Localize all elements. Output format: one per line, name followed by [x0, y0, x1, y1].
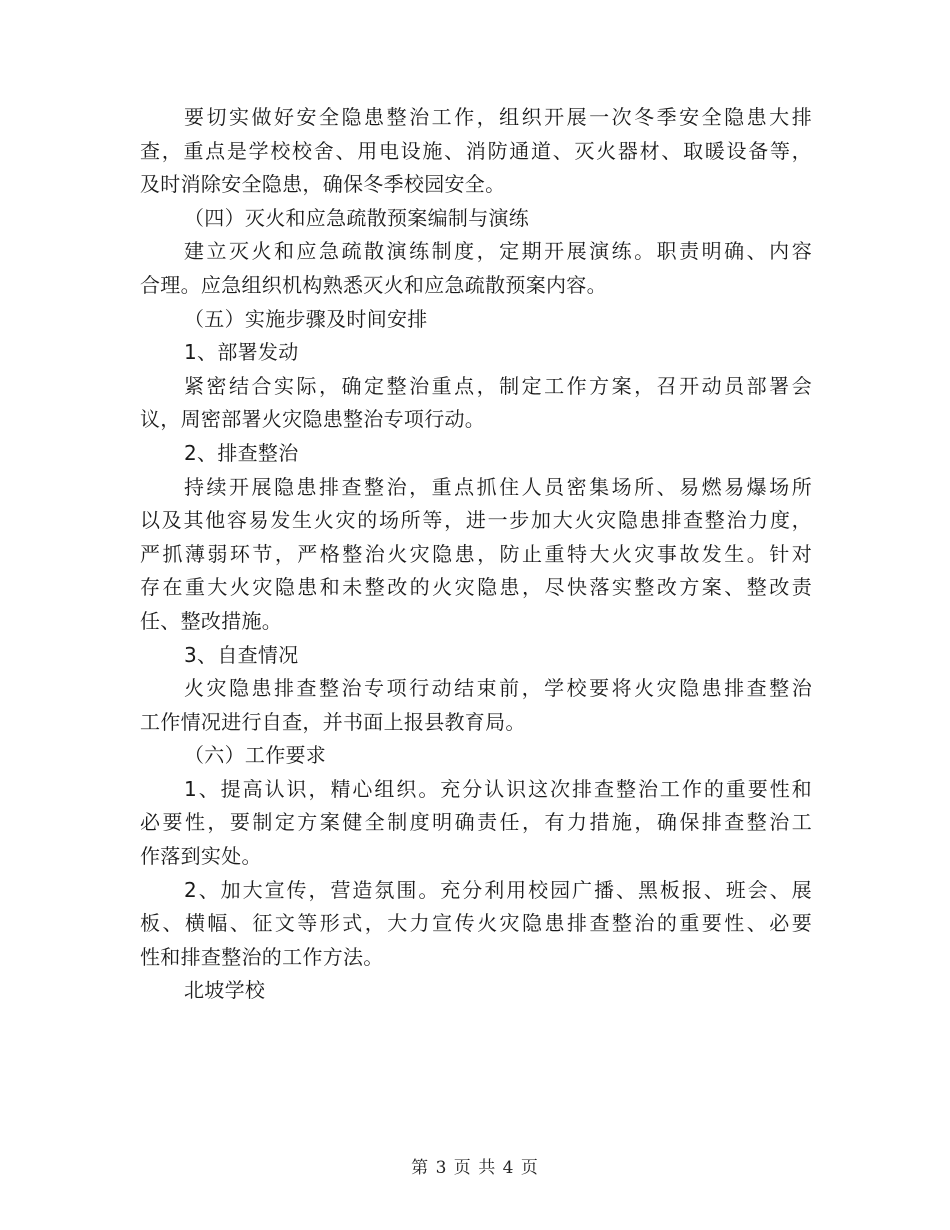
paragraph-line: 严抓薄弱环节，严格整治火灾隐患，防止重特大火灾事故发生。针对: [140, 541, 812, 566]
paragraph-line: 2、加大宣传，营造氛围。充分利用校园广播、黑板报、班会、展: [184, 877, 812, 902]
paragraph-line: 议，周密部署火灾隐患整治专项行动。: [140, 407, 486, 432]
section-heading: （六）工作要求: [184, 743, 327, 768]
subsection-heading: 3、自查情况: [184, 642, 299, 667]
paragraph-line: 作落到实处。: [140, 844, 262, 869]
page-footer: 第 3 页 共 4 页: [411, 1158, 539, 1178]
section-heading: （四）灭火和应急疏散预案编制与演练: [184, 205, 530, 230]
paragraph-line: 持续开展隐患排查整治，重点抓住人员密集场所、易燃易爆场所: [184, 474, 812, 499]
paragraph-line: 要切实做好安全隐患整治工作，组织开展一次冬季安全隐患大排: [184, 105, 812, 129]
signature-line: 北坡学校: [184, 978, 266, 1003]
paragraph-line: 紧密结合实际，确定整治重点，制定工作方案，召开动员部署会: [184, 373, 812, 398]
paragraph-line: 火灾隐患排查整治专项行动结束前，学校要将火灾隐患排查整治: [184, 676, 812, 701]
paragraph-line: 以及其他容易发生火灾的场所等，进一步加大火灾隐患排查整治力度，: [140, 508, 812, 533]
paragraph-line: 必要性，要制定方案健全制度明确责任，有力措施，确保排查整治工: [140, 810, 812, 835]
paragraph-line: 建立灭火和应急疏散演练制度，定期开展演练。职责明确、内容: [184, 239, 812, 264]
paragraph-line: 任、整改措施。: [140, 608, 283, 633]
paragraph-line: 查，重点是学校校舍、用电设施、消防通道、灭火器材、取暖设备等，: [140, 138, 812, 163]
document-body: [140, 101, 812, 1008]
section-heading: （五）实施步骤及时间安排: [184, 306, 428, 331]
paragraph-line: 性和排查整治的工作方法。: [140, 944, 384, 969]
paragraph-line: 及时消除安全隐患，确保冬季校园安全。: [140, 172, 506, 197]
paragraph-line: 工作情况进行自查，并书面上报县教育局。: [140, 709, 526, 734]
paragraph-line: 板、横幅、征文等形式，大力宣传火灾隐患排查整治的重要性、必要: [140, 911, 812, 936]
subsection-heading: 2、排查整治: [184, 440, 299, 465]
paragraph-line: 合理。应急组织机构熟悉灭火和应急疏散预案内容。: [140, 272, 607, 297]
subsection-heading: 1、部署发动: [184, 340, 299, 365]
paragraph-line: 存在重大火灾隐患和未整改的火灾隐患，尽快落实整改方案、整改责: [140, 575, 812, 600]
paragraph-line: 1、提高认识，精心组织。充分认识这次排查整治工作的重要性和: [184, 776, 812, 801]
